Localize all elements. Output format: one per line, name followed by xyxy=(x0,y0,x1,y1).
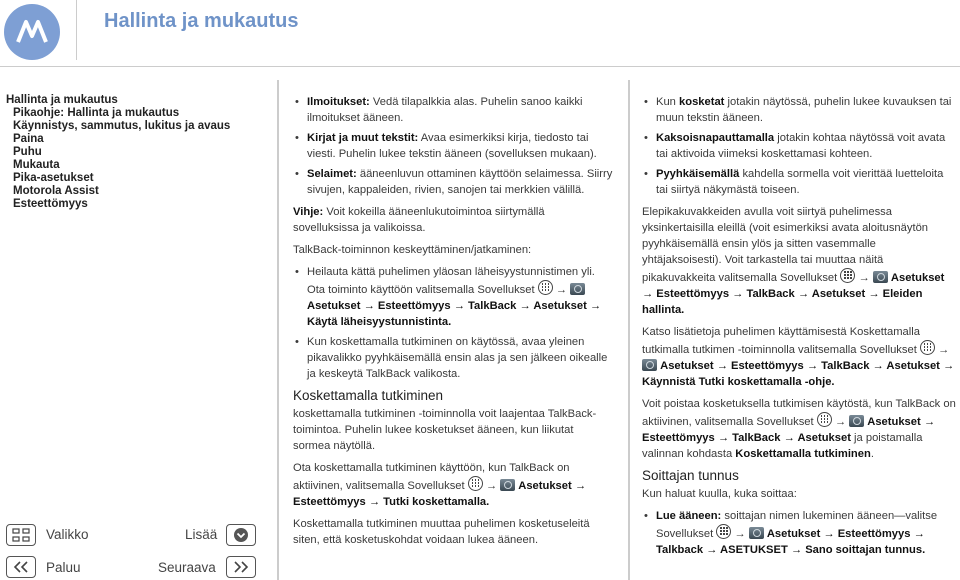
apps-icon xyxy=(538,280,553,295)
menu-label[interactable]: Valikko xyxy=(46,527,89,542)
list-item: • Pyyhkäisemällä kahdella sormella voit vierittää luetteloita tai siirtyä näkymästä toiseen. xyxy=(642,166,958,198)
motorola-logo xyxy=(4,4,60,60)
more-button[interactable] xyxy=(226,524,256,546)
content-column-2 xyxy=(642,94,958,564)
list-item: • Kun kosketat jotakin näytössä, puhelin lukee kuvauksen tai muun tekstin ääneen. xyxy=(642,94,958,126)
next-label[interactable]: Seuraava xyxy=(158,560,216,575)
apps-icon xyxy=(468,476,483,491)
nav-item-pikaohje[interactable]: Pikaohje: Hallinta ja mukautus xyxy=(13,107,180,119)
column-divider-1 xyxy=(277,80,279,580)
apps-icon xyxy=(716,524,731,539)
column-divider-2 xyxy=(628,80,630,580)
apps-icon xyxy=(920,340,935,355)
nav-item-motorola-assist[interactable]: Motorola Assist xyxy=(13,185,99,197)
content-column-1 xyxy=(293,94,613,554)
nav-item-kaynnistys[interactable]: Käynnistys, sammutus, lukitus ja avaus xyxy=(13,120,231,132)
paragraph: Koskettamalla tutkiminen muuttaa puhelimen kosketuseleitä siten, että kosketuskohdat voidaan lukea ääneen. xyxy=(293,518,590,546)
section-heading-caller-id: Soittajan tunnus xyxy=(642,468,739,483)
paragraph: koskettamalla tutkiminen -toiminnolla voit laajentaa TalkBack-toimintoa. Puhelin lukee kosketukset ääneen, kun liikutat sormea näytöllä. xyxy=(293,408,597,452)
section-heading-touch: Koskettamalla tutkiminen xyxy=(293,388,444,403)
nav-item-pika-asetukset[interactable]: Pika-asetukset xyxy=(13,172,94,184)
list-item: • Kirjat ja muut tekstit: Avaa esimerkiksi kirja, tiedosto tai viesti. Puhelin lukee tekstin ääneen (sovelluksen mukaan). xyxy=(293,130,613,162)
next-button[interactable] xyxy=(226,556,256,578)
hint: Vihje: Voit kokeilla ääneenlukutoimintoa siirtymällä sovelluksissa ja valikoissa. xyxy=(293,206,545,234)
nav-item-paina[interactable]: Paina xyxy=(13,133,44,145)
caller-list xyxy=(642,508,958,558)
settings-icon xyxy=(570,283,585,295)
list-item: • Heilauta kättä puhelimen yläosan läheisyystunnistimen yli. Ota toiminto käyttöön valitsemalla Sovellukset → Asetukset → Esteettömyys → TalkBack → Asetukset → Käytä läheisyystunnistinta. xyxy=(293,264,613,330)
nav-item-hallinta[interactable]: Hallinta ja mukautus xyxy=(6,94,118,106)
back-label[interactable]: Paluu xyxy=(46,560,81,575)
nav-item-puhu[interactable]: Puhu xyxy=(13,146,42,158)
list-item: • Lue ääneen: soittajan nimen lukeminen ääneen—valitse Sovellukset → Asetukset → Esteettömyys → Talkback → ASETUKSET → Sano soittajan tunnus. xyxy=(642,508,958,558)
paragraph: Katso lisätietoja puhelimen käyttämisestä Koskettamalla tutkimalla tutkimen -toiminnolla valitsemalla Sovellukset → Asetukset → Esteettömyys → TalkBack → Asetukset → Käynnistä Tutki koskettamalla -ohje. xyxy=(642,326,955,388)
double-chevron-right-icon xyxy=(233,561,249,573)
settings-icon xyxy=(849,415,864,427)
double-chevron-left-icon xyxy=(13,561,29,573)
settings-icon xyxy=(873,271,888,283)
grid-icon xyxy=(12,528,30,542)
paragraph: Kun haluat kuulla, kuka soittaa: xyxy=(642,488,797,500)
nav-item-mukauta[interactable]: Mukauta xyxy=(13,159,60,171)
page-title: Hallinta ja mukautus xyxy=(104,10,299,32)
settings-icon xyxy=(749,527,764,539)
motorola-m-icon xyxy=(12,12,52,52)
chevron-down-circle-icon xyxy=(233,527,249,543)
settings-icon xyxy=(642,359,657,371)
gesture-list xyxy=(642,94,958,198)
paragraph: Ota koskettamalla tutkiminen käyttöön, kun TalkBack on aktiivinen, valitsemalla Sovellukset → Asetukset → Esteettömyys → Tutki koskettamalla. xyxy=(293,462,587,508)
stop-heading: TalkBack-toiminnon keskeyttäminen/jatkaminen: xyxy=(293,244,532,256)
feature-list xyxy=(293,94,613,198)
list-item: • Ilmoitukset: Vedä tilapalkkia alas. Puhelin sanoo kaikki ilmoitukset ääneen. xyxy=(293,94,613,126)
apps-icon xyxy=(817,412,832,427)
more-label[interactable]: Lisää xyxy=(185,527,218,542)
list-item: • Kun koskettamalla tutkiminen on käytössä, avaa yleinen pikavalikko pyyhkäisemällä ensin alas ja sen jälkeen oikealle ja keskeytä TalkBack valikosta. xyxy=(293,334,613,382)
apps-icon xyxy=(840,268,855,283)
nav-item-esteettomyys[interactable]: Esteettömyys xyxy=(13,198,88,210)
settings-icon xyxy=(500,479,515,491)
menu-button[interactable] xyxy=(6,524,36,546)
stop-list xyxy=(293,264,613,382)
sidebar-nav xyxy=(6,94,230,211)
paragraph: Elepikakuvakkeiden avulla voit siirtyä puhelimessa yksinkertaisilla eleillä (voit esimerkiksi avata aloitusnäytön pyyhkäisemällä ensin ylös ja sitten vasemmalle yhtäjaksoisesti). Voit tarkastella tai muuttaa näitä pikakuvakkeita valitsemalla Sovellukset → Asetukset → Esteettömyys → TalkBack → Asetukset → Eleiden hallinta. xyxy=(642,206,945,316)
header-divider xyxy=(76,0,77,60)
header-rule xyxy=(0,66,960,67)
list-item: • Kaksoisnapauttamalla jotakin kohtaa näytössä voit avata tai aktivoida viimeksi koskettamasi kohteen. xyxy=(642,130,958,162)
paragraph: Voit poistaa kosketuksella tutkimisen käytöstä, kun TalkBack on aktiivinen, valitsemalla Sovellukset → Asetukset → Esteettömyys → TalkBack → Asetukset ja poistamalla valinnan kohdasta Koskettamalla tutkiminen. xyxy=(642,398,956,460)
list-item: • Selaimet: ääneenluvun ottaminen käyttöön selaimessa. Siirry sivujen, kappaleiden, rivien, sanojen tai merkkien välillä. xyxy=(293,166,613,198)
back-button[interactable] xyxy=(6,556,36,578)
